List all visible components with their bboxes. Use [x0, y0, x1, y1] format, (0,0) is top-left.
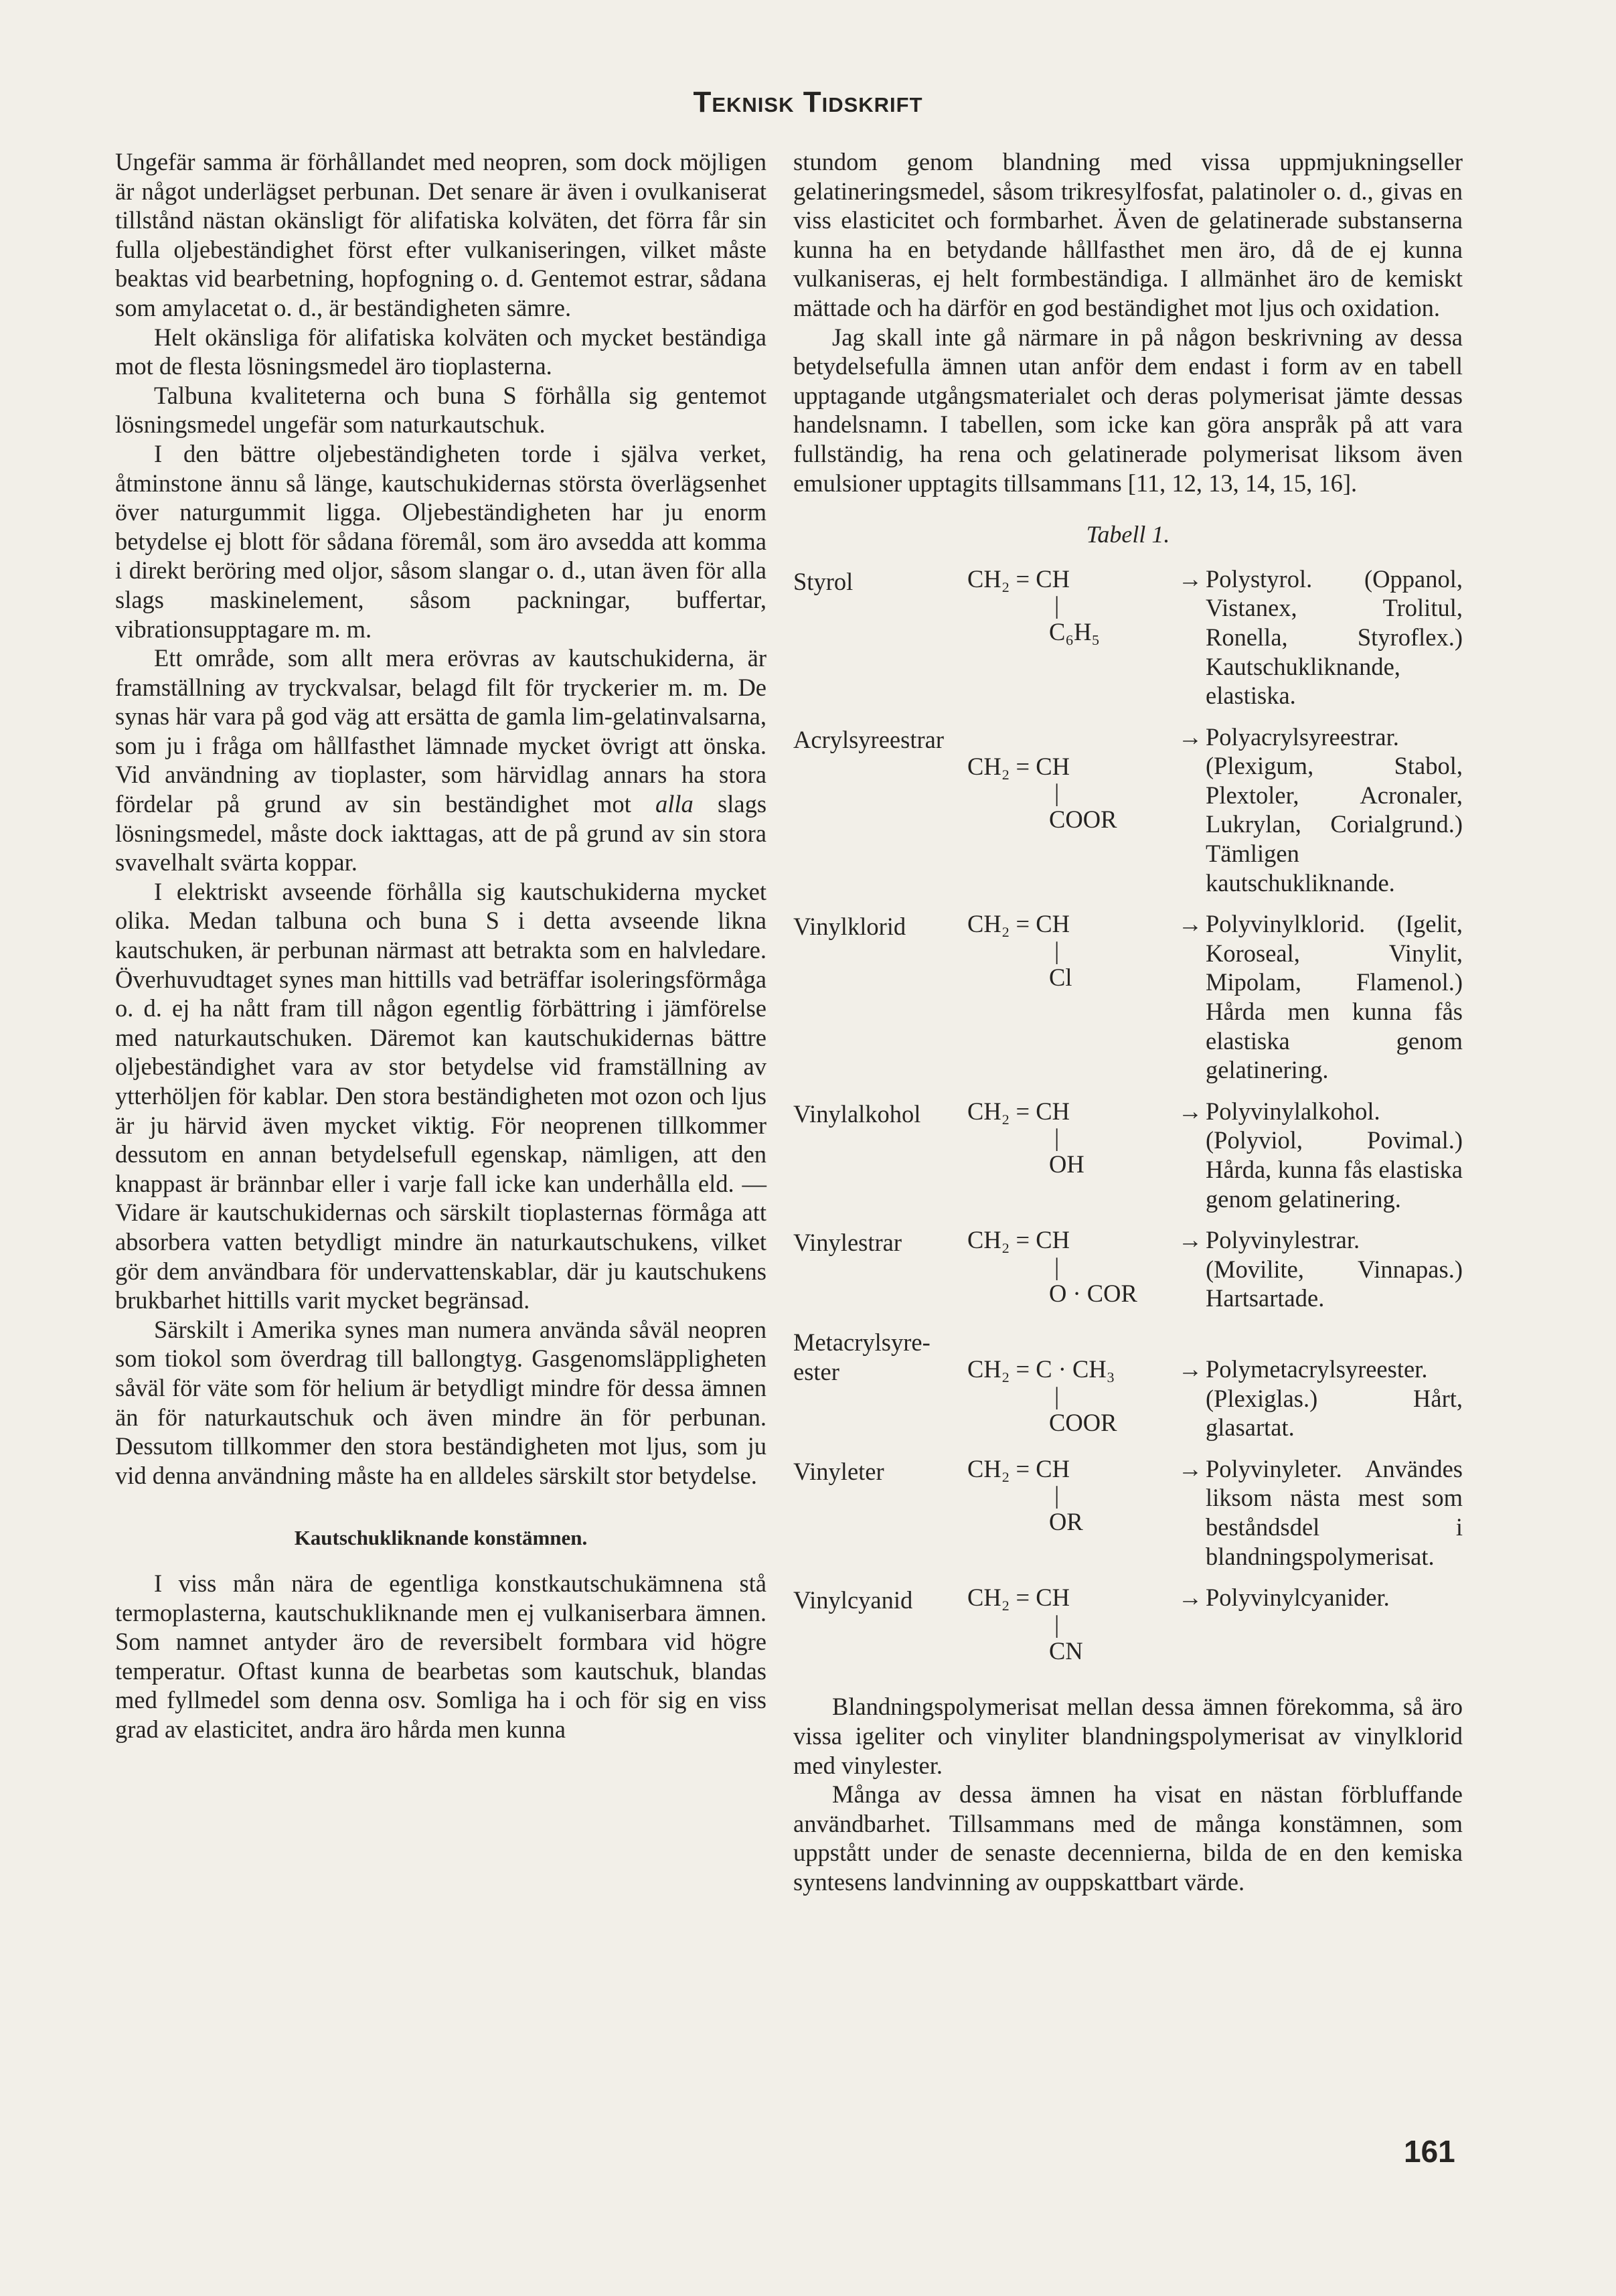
table-row: [793, 1097, 1463, 1213]
formula-main: CH₂ = CH: [967, 1584, 1070, 1612]
formula-substituent: OR: [1049, 1508, 1083, 1536]
formula-bond: |: [1054, 1124, 1060, 1152]
left-column: [115, 147, 766, 1744]
table-row: [793, 909, 1463, 1085]
structural-formula: [967, 1583, 1175, 1665]
monomer-name: Styrol: [793, 567, 854, 595]
paragraph: [115, 643, 766, 877]
formula-substituent: Cl: [1049, 963, 1072, 991]
table-title: Tabell 1.: [1086, 521, 1170, 548]
formula-bond: |: [1054, 1252, 1060, 1280]
paragraph: Talbuna kvaliteterna och buna S förhålla sig gentemot lösningsmedel ungefär som naturkautschuk.: [115, 381, 766, 439]
journal-title: Teknisk Tidskrift: [693, 86, 923, 119]
polymer-table: [793, 564, 1463, 1666]
table-row: [793, 1325, 1463, 1442]
formula-bond: |: [1054, 1610, 1060, 1638]
table-row: [793, 722, 1463, 898]
monomer-name: Vinylklorid: [793, 913, 906, 941]
formula-substituent: C₆H₅: [1049, 618, 1101, 646]
paragraph: Många av dessa ämnen ha visat en nästan förbluffande användbarhet. Tillsammans med de många konstämnen, som uppstått under de senaste decennierna, bilda de en den kemiska syntesens landvinning av ouppskattbart värde.: [793, 1780, 1463, 1896]
formula-bond: |: [1054, 779, 1060, 807]
paragraph: stundom genom blandning med vissa uppmjukningseller gelatineringsmedel, såsom trikresylfosfat, palatinoler o. d., givas en viss elasticitet och formbarhet. Även de gelatinerade substanserna kunna ha en betydande hållfasthet men äro, då de ej kunna vulkaniseras, ej helt formbeständiga. I allmänhet äro de kemiskt mättade och ha därför en god beständighet mot ljus och oxidation.: [793, 148, 1463, 321]
polymer-description: Polyvinylalkohol. (Polyviol, Povimal.) Hårda, kunna fås elastiska genom gelatinering.: [1206, 1097, 1463, 1213]
formula-bond: |: [1054, 1381, 1060, 1409]
formula-bond: |: [1054, 936, 1060, 964]
formula-bond: |: [1054, 1481, 1060, 1509]
section-heading: Kautschukliknande konstämnen.: [294, 1526, 588, 1550]
structural-formula: [967, 564, 1175, 647]
structural-formula: [967, 722, 1175, 834]
right-column: [793, 147, 1463, 1896]
monomer-name: Vinylestrar: [793, 1229, 902, 1257]
paragraph: Helt okänsliga för alifatiska kolväten och mycket beständiga mot de flesta lösningsmedel äro tioplasterna.: [115, 323, 766, 380]
formula-substituent: COOR: [1049, 806, 1117, 834]
polymer-description: Polymetacrylsyreester. (Plexiglas.) Hårt, glasartat.: [1206, 1355, 1463, 1442]
structural-formula: [967, 909, 1175, 992]
formula-main: CH₂ = CH: [967, 910, 1070, 938]
arrow-icon: →: [1178, 564, 1203, 593]
monomer-name: Vinylcyanid: [793, 1586, 913, 1614]
polymer-description: Polyvinylestrar. (Movilite, Vinnapas.) Hartsartade.: [1206, 1226, 1463, 1312]
arrow-icon: →: [1178, 1454, 1203, 1482]
monomer-name: Vinylalkohol: [793, 1099, 921, 1128]
page-number: 161: [1404, 2134, 1455, 2169]
paragraph-text: slags lösningsmedel, måste dock iakttagas, att de på grund av sin stora svavelhalt svärta koppar.: [115, 790, 767, 876]
formula-main: CH₂ = CH: [967, 1454, 1070, 1482]
monomer-name: Acrylsyreestrar: [793, 725, 944, 753]
arrow-icon: →: [1178, 1097, 1203, 1125]
formula-substituent: COOR: [1049, 1408, 1117, 1436]
paragraph: I den bättre oljebeständigheten torde i själva verket, åtminstone ännu så länge, kautschukidernas största överlägsenhet över naturgummit ligga. Oljebeständigheten har ju enorm betydelse ej blott för sådana föremål, som äro avsedda att komma i direkt beröring med oljor, såsom slangar o. d., utan även för alla slags maskinelement, såsom packningar, buffertar, vibrationsupptagare m. m.: [115, 439, 766, 643]
arrow-icon: →: [1178, 910, 1203, 938]
structural-formula: [967, 1325, 1175, 1437]
formula-substituent: CN: [1049, 1636, 1083, 1665]
polymer-description: Polyvinylcyanider.: [1206, 1584, 1390, 1612]
paragraph: I viss mån nära de egentliga konstkautschukämnena stå termoplasterna, kautschukliknande men ej vulkaniserbara ämnen. Som namnet antyder äro de reversibelt formbara vid högre temperatur. Oftast kunna de bearbetas som kautschuk, blandas med fyllmedel som denna osv. Somliga ha i och för sig en viss grad av elasticitet, andra äro hårda men kunna: [115, 1569, 766, 1743]
table-row: [793, 564, 1463, 710]
formula-substituent: OH: [1049, 1150, 1084, 1178]
arrow-icon: →: [1178, 1355, 1203, 1383]
paragraph: Blandningspolymerisat mellan dessa ämnen förekomma, så äro vissa igeliter och vinyliter blandningspolymerisat av vinylklorid med vinylester.: [793, 1693, 1463, 1779]
paragraph: I elektriskt avseende förhålla sig kautschukiderna mycket olika. Medan talbuna och buna S i detta avseende likna kautschuken, är perbunan närmast att betrakta som en halvledare. Överhuvudtaget synes man hittills vad beträffar isoleringsförmåga o. d. ej ha nått fram till någon egentlig förbättring i jämförelse med naturkautschuken. Däremot kan kautschukidernas bättre oljebeständighet vara av stor betydelse vid framställning av ytterhöljen för kablar. Den stora beständigheten mot ozon och ljus är ju härvid även mycket viktig. För neoprenen tillkommer dessutom en annan betydelsefull egenskap, nämligen, att den knappast är brännbar eller i varje fall icke kan underhålla eld. — Vidare är kautschukidernas och särskilt tioplasternas förmåga att absorbera vatten betydligt mindre än naturkautschukens, vilket gör dem användbara för undervattenskablar, där ju kautschukens brukbarhet hittills varit mycket begränsad.: [115, 877, 766, 1314]
monomer-name: Metacrylsyreester: [793, 1328, 931, 1385]
arrow-icon: →: [1178, 722, 1203, 751]
paragraph: Ungefär samma är förhållandet med neopren, som dock möjligen är något underlägset perbunan. Det senare är även i ovulkaniserat tillstånd nästan okänsligt för alifatiska kolväten, det förra får sin fulla oljebeständighet först efter vulkaniseringen, vilket måste beaktas vid bearbetning, hopfogning o. d. Gentemot estrar, sådana som amylacetat o. d., är beständigheten sämre.: [115, 148, 766, 321]
emphasis: alla: [655, 790, 694, 818]
formula-bond: |: [1054, 591, 1060, 619]
polymer-description: Polystyrol. (Oppanol, Vistanex, Trolitul, Ronella, Styroflex.) Kautschukliknande, elastiska.: [1206, 564, 1463, 710]
table-row: [793, 1225, 1463, 1313]
formula-substituent: O · COR: [1049, 1279, 1137, 1307]
structural-formula: [967, 1225, 1175, 1308]
paragraph: Jag skall inte gå närmare in på någon beskrivning av dessa betydelsefulla ämnen utan anför dem endast i form av en tabell upptagande utgångsmaterialet och deras polymerisat jämte dessas handelsnamn. I tabellen, som icke kan göra anspråk på att vara fullständig, ha rena och gelatinerade polymerisat liksom även emulsioner upptagits tillsammans [11, 12, 13, 14, 15, 16].: [793, 323, 1463, 497]
formula-main: CH₂ = CH: [967, 564, 1070, 593]
structural-formula: [967, 1097, 1175, 1179]
structural-formula: [967, 1454, 1175, 1537]
formula-main: CH₂ = CH: [967, 1097, 1070, 1125]
table-row: [793, 1583, 1463, 1665]
paragraph-text: Ett område, som allt mera erövras av kautschukiderna, är framställning av tryckvalsar, belagd filt för tryckerier m. m. De synas här vara på god väg att ersätta de gamla lim-gelatinvalsarna, som ju i fråga om hållfasthet lämnade mycket övrigt att önska. Vid användning av tioplaster, som härvidlag annars ha stora fördelar på grund av sin beständighet mot: [115, 644, 766, 818]
polymer-description: Polyvinyleter. Användes liksom nästa mest som beståndsdel i blandningspolymerisat.: [1206, 1454, 1463, 1570]
formula-main: CH₂ = CH: [967, 752, 1070, 780]
formula-main: CH₂ = C · CH₃: [967, 1355, 1115, 1383]
table-row: [793, 1454, 1463, 1571]
monomer-name: Vinyleter: [793, 1457, 884, 1485]
arrow-icon: →: [1178, 1226, 1203, 1254]
formula-main: CH₂ = CH: [967, 1226, 1070, 1254]
paragraph: Särskilt i Amerika synes man numera använda såväl neopren som tiokol som överdrag till ballongtyg. Gasgenomsläppligheten såväl för väte som för helium är betydligt mindre för dessa ämnen än för naturkautschuk och även mindre än för perbunan. Dessutom tillkommer den stora beständigheten mot ljus, som ju vid denna användning måste ha en alldeles särskilt stor betydelse.: [115, 1315, 766, 1489]
arrow-icon: →: [1178, 1584, 1203, 1612]
polymer-description: Polyvinylklorid. (Igelit, Koroseal, Vinylit, Mipolam, Flamenol.) Hårda men kunna fås elastiska genom gelatinering.: [1206, 910, 1463, 1084]
polymer-description: Polyacrylsyreestrar. (Plexigum, Stabol, Plextoler, Acronaler, Lukrylan, Corialgrund.) Tämligen kautschukliknande.: [1206, 722, 1463, 897]
